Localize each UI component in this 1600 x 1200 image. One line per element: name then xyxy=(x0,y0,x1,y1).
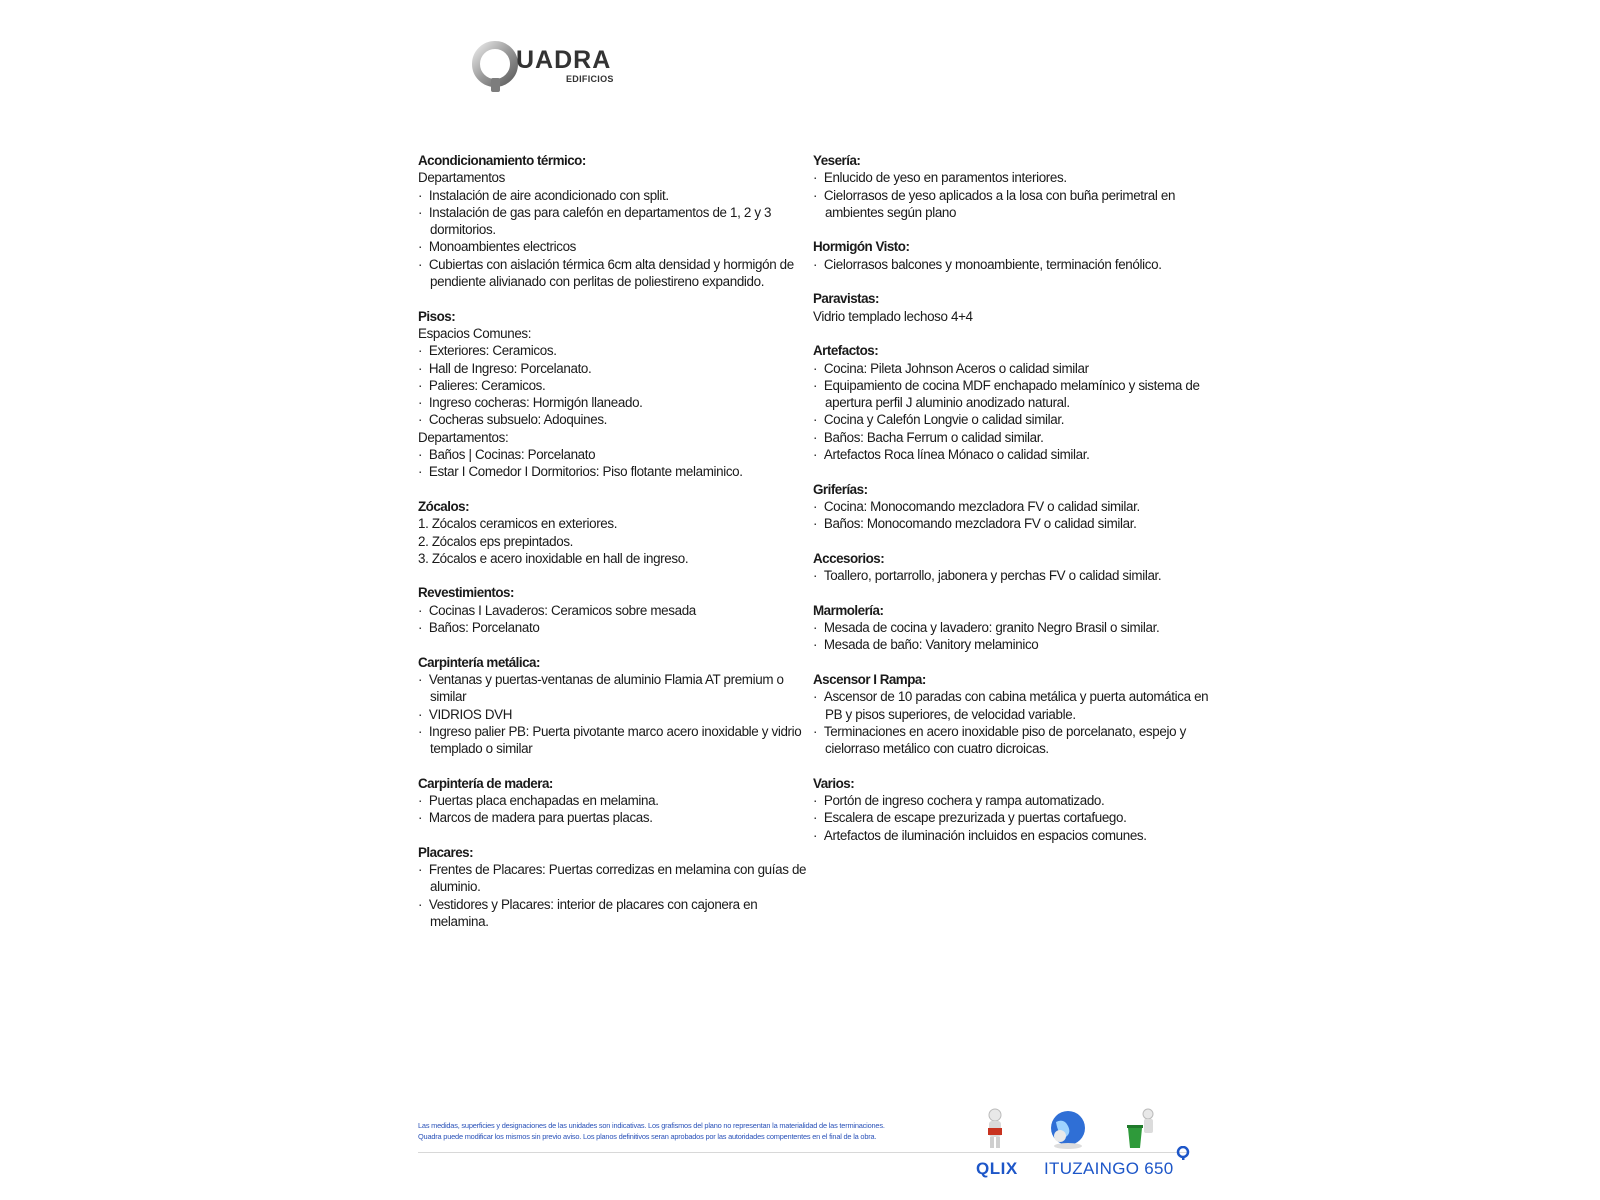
spec-bullet-item: · Artefactos de iluminación incluidos en espacios comunes. xyxy=(813,827,1213,844)
spec-bullet-item: · Ingreso palier PB: Puerta pivotante marco acero inoxidable y vidrio templado o similar xyxy=(418,723,813,758)
section-title: Carpintería de madera: xyxy=(418,775,553,791)
spec-bullet-item: · Escalera de escape prezurizada y puertas cortafuego. xyxy=(813,809,1213,826)
spec-bullet-item: · Baños: Bacha Ferrum o calidad similar. xyxy=(813,429,1213,446)
spec-section xyxy=(418,498,813,567)
spec-bullet-item: · Equipamiento de cocina MDF enchapado melamínico y sistema de apertura perfil J aluminio anodizado natural. xyxy=(813,377,1213,412)
spec-bullet-item: · Cocina: Pileta Johnson Aceros o calidad similar xyxy=(813,360,1213,377)
spec-bullet-item: · Cocheras subsuelo: Adoquines. xyxy=(418,411,813,428)
section-title: Carpintería metálica: xyxy=(418,654,540,670)
spec-text-line: 2. Zócalos eps prepintados. xyxy=(418,533,574,549)
section-title: Pisos: xyxy=(418,308,456,324)
spec-bullet-item: · Artefactos Roca línea Mónaco o calidad similar. xyxy=(813,446,1213,463)
spec-bullet-item: · Cocina: Monocomando mezcladora FV o calidad similar. xyxy=(813,498,1213,515)
section-title: Revestimientos: xyxy=(418,585,514,601)
spec-text-line: Espacios Comunes: xyxy=(418,325,532,341)
spec-bullet-item: · Hall de Ingreso: Porcelanato. xyxy=(418,360,813,377)
spec-bullet-item: · Toallero, portarrollo, jabonera y perchas FV o calidad similar. xyxy=(813,567,1213,584)
spec-bullet-item: · Frentes de Placares: Puertas corredizas en melamina con guías de aluminio. xyxy=(418,861,813,896)
spec-section xyxy=(418,152,813,290)
section-title: Artefactos: xyxy=(813,343,879,359)
spec-section xyxy=(418,654,813,758)
spec-bullet-item: · Cocina y Calefón Longvie o calidad similar. xyxy=(813,411,1213,428)
section-title: Yesería: xyxy=(813,153,861,168)
spec-bullet-item: · Cielorrasos balcones y monoambiente, terminación fenólico. xyxy=(813,256,1213,273)
spec-bullet-item: · Ventanas y puertas-ventanas de aluminio Flamia AT premium o similar xyxy=(418,671,813,706)
spec-section xyxy=(813,602,1213,654)
spec-section xyxy=(813,550,1213,585)
spec-bullet-item: · Mesada de baño: Vanitory melaminico xyxy=(813,636,1213,653)
spec-text-line: Vidrio templado lechoso 4+4 xyxy=(813,308,973,324)
spec-section xyxy=(813,152,1213,221)
spec-bullet-item: · Mesada de cocina y lavadero: granito Negro Brasil o similar. xyxy=(813,619,1213,636)
spec-bullet-item: · Baños: Monocomando mezcladora FV o calidad similar. xyxy=(813,515,1213,532)
section-title: Acondicionamiento térmico: xyxy=(418,153,586,168)
spec-text-line: 3. Zócalos e acero inoxidable en hall de ingreso. xyxy=(418,550,689,566)
q-mark-icon xyxy=(1176,1146,1190,1160)
person-figure-icon xyxy=(978,1108,1012,1150)
section-title: Hormigón Visto: xyxy=(813,239,910,255)
spec-section xyxy=(418,844,813,930)
spec-bullet-item: · Vestidores y Placares: interior de placares con cajonera en melamina. xyxy=(418,896,813,931)
spec-section xyxy=(813,238,1213,273)
spec-text-line: 1. Zócalos ceramicos en exteriores. xyxy=(418,516,618,532)
spec-bullet-item: · Exteriores: Ceramicos. xyxy=(418,342,813,359)
spec-bullet-item: · Estar I Comedor I Dormitorios: Piso flotante melaminico. xyxy=(418,463,813,480)
spec-bullet-item: · Cocinas I Lavaderos: Ceramicos sobre mesada xyxy=(418,602,813,619)
footer-disclaimer xyxy=(418,1121,978,1142)
spec-section xyxy=(813,342,1213,463)
specs-right-column xyxy=(813,152,1213,861)
spec-bullet-item: · Enlucido de yeso en paramentos interiores. xyxy=(813,169,1213,186)
spec-section xyxy=(813,290,1213,325)
spec-section xyxy=(418,308,813,481)
spec-bullet-item: · Baños | Cocinas: Porcelanato xyxy=(418,446,813,463)
section-title: Placares: xyxy=(418,844,474,860)
spec-bullet-item: · Portón de ingreso cochera y rampa automatizado. xyxy=(813,792,1213,809)
footer-address: ITUZAINGO 650 xyxy=(1044,1159,1174,1178)
spec-bullet-item: · Monoambientes electricos xyxy=(418,238,813,255)
section-title: Paravistas: xyxy=(813,291,879,307)
logo-wordmark: UADRA xyxy=(516,46,612,74)
disclaimer-line-2: Quadra puede modificar los mismos sin previo aviso. Los planos definitivos seran aprobados por las autoridades compententes en el final de la obra. xyxy=(418,1131,877,1141)
spec-bullet-item: · Terminaciones en acero inoxidable piso de porcelanato, espejo y cielorraso metálico con cuatro dicroicas. xyxy=(813,723,1213,758)
section-title: Griferías: xyxy=(813,481,868,497)
spec-section xyxy=(418,775,813,827)
spec-text-line: Departamentos: xyxy=(418,429,509,445)
spec-bullet-item: · Marcos de madera para puertas placas. xyxy=(418,809,813,826)
spec-bullet-item: · Ascensor de 10 paradas con cabina metálica y puerta automática en PB y pisos superiores, de velocidad variable. xyxy=(813,688,1213,723)
quadra-logo xyxy=(472,40,622,96)
spec-bullet-item: · Baños: Porcelanato xyxy=(418,619,813,636)
spec-bullet-item: · Palieres: Ceramicos. xyxy=(418,377,813,394)
section-title: Zócalos: xyxy=(418,498,470,514)
section-title: Ascensor I Rampa: xyxy=(813,671,926,687)
spec-bullet-item: · Instalación de gas para calefón en departamentos de 1, 2 y 3 dormitorios. xyxy=(418,204,813,239)
spec-bullet-item: · Puertas placa enchapadas en melamina. xyxy=(418,792,813,809)
section-title: Varios: xyxy=(813,775,855,791)
spec-bullet-item: · Ingreso cocheras: Hormigón llaneado. xyxy=(418,394,813,411)
recycle-bin-figure-icon xyxy=(1124,1108,1158,1150)
section-title: Accesorios: xyxy=(813,550,885,566)
globe-figure-icon xyxy=(1046,1108,1090,1150)
spec-section xyxy=(813,671,1213,757)
section-title: Marmolería: xyxy=(813,602,884,618)
spec-text-line: Departamentos xyxy=(418,170,506,186)
footer-brand-qlix: QLIX xyxy=(976,1159,1018,1178)
spec-bullet-item: · Cubiertas con aislación térmica 6cm alta densidad y hormigón de pendiente alivianado con perlitas de poliestireno expandido. xyxy=(418,256,813,291)
spec-bullet-item: · Cielorrasos de yeso aplicados a la losa con buña perimetral en ambientes según plano xyxy=(813,187,1213,222)
spec-bullet-item: · Instalación de aire acondicionado con split. xyxy=(418,187,813,204)
disclaimer-line-1: Las medidas, superficies y designaciones de las unidades son indicativas. Los grafismos del plano no representan la materialidad de las terminaciones. xyxy=(418,1121,885,1130)
spec-section xyxy=(813,775,1213,844)
specs-left-column xyxy=(418,152,813,948)
spec-section xyxy=(418,584,813,636)
quadra-q-logo-icon xyxy=(472,40,520,94)
footer-divider xyxy=(418,1152,1188,1153)
logo-subtitle: EDIFICIOS xyxy=(566,74,614,84)
spec-bullet-item: · VIDRIOS DVH xyxy=(418,706,813,723)
spec-section xyxy=(813,481,1213,533)
